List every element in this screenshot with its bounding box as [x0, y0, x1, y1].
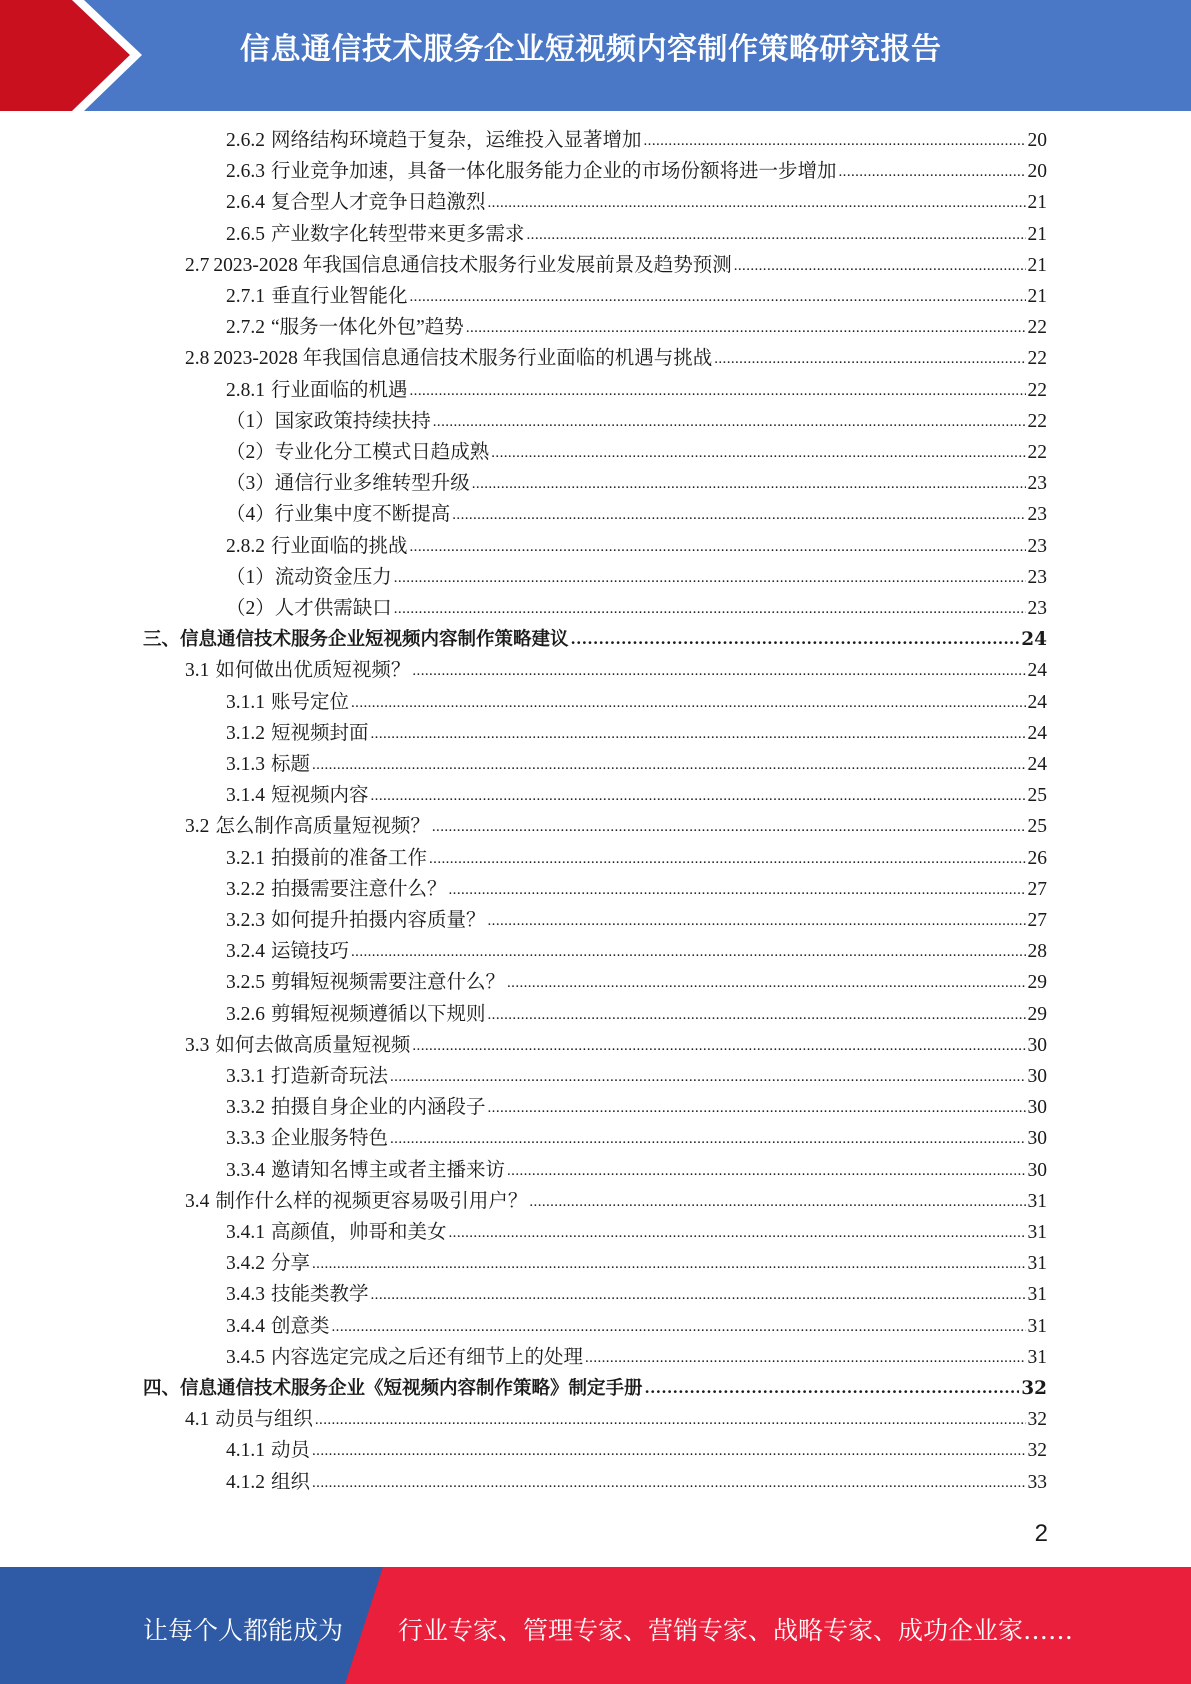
toc-entry-number: 3.4.5 — [226, 1346, 265, 1368]
toc-entry-page: 32 — [1021, 1378, 1047, 1399]
toc-entry[interactable] — [226, 846, 1047, 872]
toc-dot-leader — [390, 1126, 1025, 1152]
toc-entry[interactable] — [185, 1189, 1047, 1215]
toc-entry[interactable] — [226, 752, 1047, 778]
toc-entry-page: 21 — [1027, 223, 1047, 245]
toc-entry-title: 垂直行业智能化 — [271, 286, 408, 307]
toc-dot-leader — [466, 315, 1026, 341]
toc-entry-number: （1） — [226, 410, 275, 432]
toc-entry-title: 通信行业多维转型升级 — [274, 473, 470, 495]
toc-entry-title: 如何做出优质短视频？ — [215, 660, 411, 682]
toc-dot-leader — [507, 1158, 1025, 1184]
toc-entry-title: 复合型人才竞争日趋激烈 — [271, 192, 486, 214]
toc-entry-title: 组织 — [271, 1471, 311, 1493]
toc-entry-number: 4.1.1 — [226, 1440, 265, 1462]
toc-entry[interactable] — [226, 128, 1047, 154]
toc-entry-number: 3.4.4 — [226, 1315, 265, 1337]
toc-entry[interactable] — [226, 1220, 1047, 1246]
toc-dot-leader — [410, 284, 1026, 310]
toc-entry-page: 24 — [1027, 660, 1047, 682]
toc-entry[interactable] — [226, 1126, 1047, 1152]
toc-entry[interactable] — [226, 222, 1047, 248]
toc-entry-page: 24 — [1027, 754, 1047, 775]
toc-entry[interactable] — [226, 596, 1047, 622]
toc-dot-leader — [433, 409, 1026, 435]
toc-entry[interactable] — [226, 721, 1047, 747]
toc-entry-number: （1） — [226, 566, 275, 588]
toc-entry-number: 3.1.1 — [226, 691, 265, 713]
toc-entry-title: “服务一体化外包”趋势 — [271, 317, 464, 339]
toc-entry-page: 22 — [1027, 410, 1047, 432]
toc-entry-page: 27 — [1027, 910, 1047, 931]
toc-entry-page: 27 — [1027, 878, 1047, 900]
toc-dot-leader — [488, 1002, 1026, 1028]
toc-entry[interactable] — [226, 565, 1047, 591]
toc-dot-leader — [394, 596, 1026, 622]
toc-entry-number: 2.7 — [185, 254, 210, 276]
toc-entry-number: （2） — [226, 442, 275, 463]
toc-entry-page: 23 — [1027, 535, 1047, 557]
toc-entry-title: 行业竞争加速，具备一体化服务能力企业的市场份额将进一步增加 — [271, 161, 837, 183]
toc-entry-title: 怎么制作高质量短视频？ — [215, 816, 430, 838]
toc-dot-leader — [472, 471, 1026, 497]
toc-entry-title: 2023-2028 年我国信息通信技术服务行业发展前景及趋势预测 — [213, 254, 732, 276]
toc-entry-page: 29 — [1027, 972, 1047, 994]
toc-entry-page: 32 — [1027, 1440, 1047, 1462]
toc-entry-page: 32 — [1027, 1409, 1047, 1431]
toc-entry-number: 3.3.3 — [226, 1128, 265, 1150]
toc-entry-title: 分享 — [271, 1253, 311, 1275]
toc-entry[interactable] — [185, 253, 1047, 279]
toc-entry-title: 人才供需缺口 — [274, 598, 392, 619]
toc-entry-page: 28 — [1027, 941, 1047, 963]
toc-dot-leader — [432, 814, 1026, 840]
toc-entry-title: 运镜技巧 — [271, 941, 350, 963]
toc-entry[interactable] — [226, 877, 1047, 903]
toc-entry[interactable] — [226, 1095, 1047, 1121]
toc-entry-page: 22 — [1027, 348, 1047, 370]
toc-entry-title: 内容选定完成之后还有细节上的处理 — [271, 1346, 584, 1368]
toc-entry-title: 流动资金压力 — [274, 566, 392, 588]
toc-dot-leader — [351, 939, 1025, 965]
toc-entry[interactable] — [226, 159, 1047, 185]
footer-slogan-lead: 让每个人都能成为 — [143, 1616, 344, 1645]
toc-entry-page: 24 — [1027, 691, 1047, 713]
toc-entry-title: 账号定位 — [271, 691, 350, 713]
toc-entry-number: 2.8.1 — [226, 379, 265, 401]
toc-entry-page: 22 — [1027, 317, 1047, 339]
toc-entry-number: 3.2.2 — [226, 878, 265, 900]
toc-entry-number: 3.2.5 — [226, 972, 265, 994]
toc-entry[interactable] — [185, 1407, 1047, 1433]
toc-entry[interactable] — [226, 690, 1047, 716]
toc-entry-number: 2.8.2 — [226, 535, 265, 557]
toc-entry-title: 短视频内容 — [271, 785, 369, 807]
toc-entry-page: 30 — [1027, 1097, 1047, 1119]
toc-entry-title: 技能类教学 — [271, 1284, 369, 1306]
toc-entry[interactable] — [226, 970, 1047, 996]
toc-dot-leader — [312, 1438, 1025, 1464]
toc-dot-leader — [734, 253, 1026, 279]
toc-dot-leader — [714, 346, 1025, 372]
toc-entry-number: （3） — [226, 473, 275, 495]
toc-entry[interactable] — [226, 783, 1047, 809]
toc-entry-page: 24 — [1027, 722, 1047, 744]
toc-entry[interactable] — [226, 1470, 1047, 1496]
toc-entry-title: 网络结构环境趋于复杂，运维投入显著增加 — [271, 130, 642, 151]
toc-entry-number: 3.1.2 — [226, 722, 265, 744]
toc-entry-number: 3.3.1 — [226, 1066, 265, 1087]
toc-dot-leader — [645, 1375, 1020, 1401]
toc-entry-title: 行业集中度不断提高 — [274, 504, 451, 526]
toc-entry-title: 行业面临的挑战 — [271, 535, 408, 557]
toc-entry-title: 信息通信技术服务企业短视频内容制作策略建议 — [180, 629, 569, 651]
toc-dot-leader — [410, 534, 1026, 560]
toc-entry-page: 23 — [1027, 598, 1047, 619]
toc-dot-leader — [449, 1220, 1026, 1246]
toc-entry-title: 信息通信技术服务企业《短视频内容制作策略》制定手册 — [180, 1378, 643, 1399]
toc-entry[interactable] — [226, 378, 1047, 404]
toc-entry[interactable] — [226, 502, 1047, 528]
toc-entry-page: 31 — [1027, 1346, 1047, 1368]
report-title: 信息通信技术服务企业短视频内容制作策略研究报告 — [240, 32, 942, 67]
toc-entry-number: 4.1.2 — [226, 1471, 265, 1493]
toc-entry-title: 短视频封面 — [271, 722, 369, 744]
toc-entry-page: 23 — [1027, 566, 1047, 588]
toc-entry[interactable] — [226, 284, 1047, 310]
toc-entry-title: 如何去做高质量短视频 — [215, 1034, 411, 1056]
toc-entry-title: 2023-2028 年我国信息通信技术服务行业面临的机遇与挑战 — [213, 348, 713, 370]
footer-slogan-roles: 行业专家、管理专家、营销专家、战略专家、成功企业家…… — [398, 1616, 1074, 1645]
toc-entry-page: 30 — [1027, 1066, 1047, 1087]
toc-dot-leader — [390, 1064, 1025, 1090]
toc-entry-number: 3.1.4 — [226, 785, 265, 807]
toc-entry-page: 31 — [1027, 1222, 1047, 1243]
toc-entry-title: 国家政策持续扶持 — [274, 410, 431, 432]
toc-dot-leader — [507, 970, 1025, 996]
toc-entry-page: 25 — [1027, 816, 1047, 838]
toc-dot-leader — [351, 690, 1025, 716]
toc-entry-number: 3.4.2 — [226, 1253, 265, 1275]
toc-entry[interactable] — [143, 627, 1047, 653]
toc-entry-page: 30 — [1027, 1159, 1047, 1181]
toc-dot-leader — [488, 1095, 1026, 1121]
toc-entry-title: 如何提升拍摄内容质量？ — [271, 910, 486, 931]
toc-entry[interactable] — [226, 409, 1047, 435]
toc-entry-number: （2） — [226, 598, 275, 619]
toc-dot-leader — [371, 1282, 1026, 1308]
toc-entry-number: 3.1 — [185, 660, 210, 682]
toc-entry-page: 33 — [1027, 1471, 1047, 1493]
toc-entry-number: 三、 — [143, 629, 181, 651]
toc-entry[interactable] — [185, 346, 1047, 372]
toc-entry-title: 专业化分工模式日趋成熟 — [274, 442, 490, 463]
toc-entry[interactable] — [226, 1002, 1047, 1028]
toc-dot-leader — [371, 783, 1026, 809]
toc-entry-page: 22 — [1027, 442, 1047, 463]
toc-entry[interactable] — [226, 1158, 1047, 1184]
toc-entry-title: 打造新奇玩法 — [271, 1066, 389, 1087]
toc-dot-leader — [371, 721, 1026, 747]
toc-entry[interactable] — [226, 908, 1047, 934]
toc-entry-page: 20 — [1027, 161, 1047, 183]
toc-entry-title: 企业服务特色 — [271, 1128, 389, 1150]
toc-entry-number: 4.1 — [185, 1409, 210, 1431]
toc-dot-leader — [488, 908, 1026, 934]
toc-entry[interactable] — [226, 534, 1047, 560]
toc-entry[interactable] — [226, 1345, 1047, 1371]
toc-entry-title: 制作什么样的视频更容易吸引用户？ — [215, 1190, 528, 1212]
toc-entry-title: 拍摄前的准备工作 — [271, 847, 428, 869]
page-number: 2 — [1034, 1520, 1048, 1547]
toc-entry[interactable] — [226, 1251, 1047, 1277]
toc-entry-number: 3.3 — [185, 1034, 210, 1056]
toc-entry-number: 四、 — [143, 1378, 181, 1399]
toc-entry-number: 3.4 — [185, 1190, 210, 1212]
toc-entry[interactable] — [226, 190, 1047, 216]
toc-entry-page: 31 — [1027, 1190, 1047, 1212]
toc-entry-page: 25 — [1027, 785, 1047, 807]
page-footer — [0, 1567, 1191, 1684]
toc-entry-number: 2.6.4 — [226, 192, 265, 214]
toc-entry[interactable] — [226, 471, 1047, 497]
toc-entry-number: 3.2.4 — [226, 941, 265, 963]
toc-dot-leader — [527, 222, 1026, 248]
toc-entry-number: 2.6.3 — [226, 161, 265, 183]
toc-entry-number: 2.7.1 — [226, 286, 265, 307]
toc-entry-page: 23 — [1027, 473, 1047, 495]
red-arrow-decoration — [0, 0, 160, 111]
toc-entry-page: 31 — [1027, 1284, 1047, 1306]
toc-entry[interactable] — [185, 1033, 1047, 1059]
toc-entry[interactable] — [226, 1064, 1047, 1090]
toc-entry-page: 21 — [1027, 192, 1047, 214]
toc-dot-leader — [491, 440, 1025, 466]
toc-entry-page: 30 — [1027, 1128, 1047, 1150]
toc-entry[interactable] — [226, 1314, 1047, 1340]
toc-entry-page: 30 — [1027, 1034, 1047, 1056]
toc-entry-number: 3.3.4 — [226, 1159, 265, 1181]
toc-dot-leader — [571, 626, 1020, 652]
toc-entry-title: 创意类 — [271, 1315, 330, 1337]
toc-entry-title: 剪辑短视频遵循以下规则 — [271, 1003, 486, 1025]
toc-entry-title: 动员 — [271, 1440, 311, 1462]
toc-entry-title: 标题 — [271, 754, 311, 775]
toc-entry-page: 21 — [1027, 254, 1047, 276]
toc-entry-number: 2.8 — [185, 348, 210, 370]
toc-entry-page: 31 — [1027, 1315, 1047, 1337]
toc-dot-leader — [529, 1189, 1025, 1215]
toc-entry[interactable] — [226, 440, 1047, 466]
toc-entry[interactable] — [226, 315, 1047, 341]
toc-dot-leader — [488, 190, 1026, 216]
toc-entry-number: 3.2 — [185, 816, 210, 838]
toc-entry-page: 23 — [1027, 504, 1047, 526]
toc-dot-leader — [452, 502, 1025, 528]
toc-entry-number: 2.6.2 — [226, 130, 265, 151]
toc-entry-page: 26 — [1027, 847, 1047, 869]
toc-entry-number: 2.6.5 — [226, 223, 265, 245]
toc-entry-title: 拍摄自身企业的内涵段子 — [271, 1097, 486, 1119]
toc-dot-leader — [410, 378, 1026, 404]
toc-dot-leader — [332, 1314, 1026, 1340]
toc-dot-leader — [412, 658, 1025, 684]
toc-dot-leader — [839, 159, 1026, 185]
toc-entry-title: 产业数字化转型带来更多需求 — [271, 223, 525, 245]
toc-dot-leader — [644, 128, 1026, 154]
toc-entry-number: （4） — [226, 504, 275, 526]
toc-entry-title: 高颜值，帅哥和美女 — [271, 1222, 447, 1243]
toc-entry-number: 3.3.2 — [226, 1097, 265, 1119]
toc-dot-leader — [412, 1033, 1025, 1059]
page-header — [0, 0, 1191, 111]
toc-entry-page: 24 — [1021, 629, 1047, 651]
toc-entry-number: 3.4.1 — [226, 1222, 265, 1243]
toc-entry-page: 31 — [1027, 1253, 1047, 1275]
toc-entry-number: 3.2.1 — [226, 847, 265, 869]
toc-entry-title: 动员与组织 — [215, 1409, 313, 1431]
toc-entry-number: 3.4.3 — [226, 1284, 265, 1306]
toc-entry-number: 3.1.3 — [226, 754, 265, 775]
toc-dot-leader — [312, 752, 1025, 778]
toc-dot-leader — [585, 1345, 1025, 1371]
toc-entry-title: 剪辑短视频需要注意什么？ — [271, 972, 506, 994]
toc-entry[interactable] — [143, 1376, 1047, 1402]
toc-entry-number: 3.2.3 — [226, 910, 265, 931]
toc-entry-page: 29 — [1027, 1003, 1047, 1025]
toc-entry[interactable] — [226, 1438, 1047, 1464]
toc-dot-leader — [312, 1470, 1025, 1496]
toc-entry[interactable] — [226, 939, 1047, 965]
toc-entry[interactable] — [185, 814, 1047, 840]
toc-entry-title: 邀请知名博主或者主播来访 — [271, 1159, 506, 1181]
toc-entry-number: 2.7.2 — [226, 317, 265, 339]
toc-dot-leader — [394, 565, 1026, 591]
toc-dot-leader — [429, 846, 1025, 872]
toc-dot-leader — [312, 1251, 1025, 1277]
toc-entry-page: 21 — [1027, 286, 1047, 307]
toc-entry-number: 3.2.6 — [226, 1003, 265, 1025]
toc-entry-title: 行业面临的机遇 — [271, 379, 408, 401]
toc-dot-leader — [315, 1407, 1026, 1433]
toc-entry[interactable] — [226, 1282, 1047, 1308]
toc-entry-page: 20 — [1027, 130, 1047, 151]
toc-entry-page: 22 — [1027, 379, 1047, 401]
toc-dot-leader — [449, 877, 1026, 903]
toc-entry-title: 拍摄需要注意什么？ — [271, 878, 447, 900]
toc-entry[interactable] — [185, 658, 1047, 684]
